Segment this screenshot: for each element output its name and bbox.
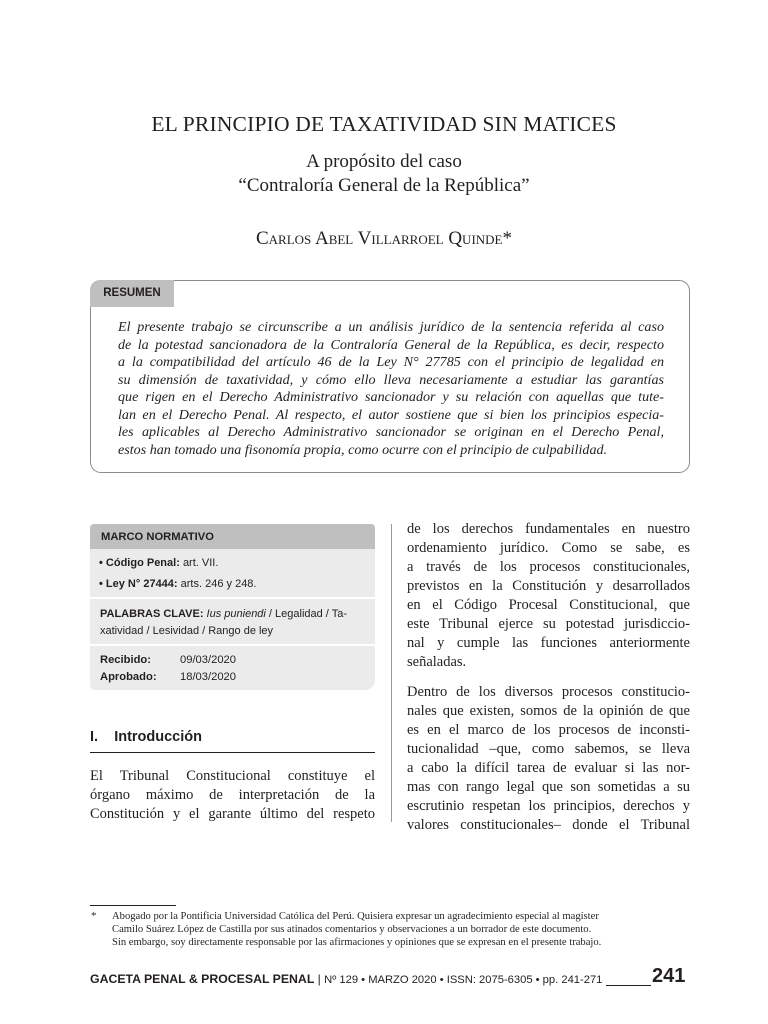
marco-heading: MARCO NORMATIVO — [101, 531, 214, 543]
body-line: El Tribunal Constitucional constituye el — [90, 768, 375, 784]
body-line: Dentro de los diversos procesos constitucio- — [407, 684, 690, 700]
section-rule — [90, 752, 375, 753]
body-line: Constitución y el garante último del respeto — [90, 806, 375, 822]
marco-item-codigo-penal: • Código Penal: art. VII. — [99, 557, 219, 569]
body-line: previstos en la Constitución y desarrollados — [407, 578, 690, 594]
marco-normativo-box — [90, 524, 375, 690]
keywords-line-2: xatividad / Lesividad / Rango de ley — [100, 625, 274, 637]
marco-item-ley: • Ley N° 27444: arts. 246 y 248. — [99, 578, 257, 590]
abstract-line: a la compatibilidad del artículo 46 de la Ley N° 27785 con el principio de legalidad en — [118, 354, 664, 370]
body-left-column — [90, 767, 375, 824]
body-line: escrutinio respetan los principios, derechos y — [407, 798, 690, 814]
received-label: Recibido: — [100, 654, 151, 666]
approved-label: Aprobado: — [100, 671, 157, 683]
abstract-text — [118, 319, 664, 459]
abstract-line: El presente trabajo se circunscribe a un análisis jurídico de la sentencia referida al caso — [118, 319, 664, 335]
marco-item-value: arts. 246 y 248. — [180, 578, 257, 590]
footer-separator: | — [317, 972, 325, 986]
keywords-label: PALABRAS CLAVE: — [100, 608, 204, 620]
running-footer — [90, 972, 602, 986]
journal-name: GACETA PENAL & PROCESAL PENAL — [90, 972, 315, 986]
footnote-line: Sin embargo, soy directamente responsable por las afirmaciones y opiniones que se expresan en el presente trabajo. — [112, 937, 602, 948]
abstract-line: de la potestad sancionadora de la Contraloría General de la República, es decir, respecto — [118, 336, 664, 353]
section-heading — [90, 729, 202, 745]
footnote-line: Abogado por la Pontificia Universidad Católica del Perú. Quisiera expresar un agradecimiento especial al magíster — [112, 911, 599, 922]
body-line: de los derechos fundamentales en nuestro — [407, 521, 690, 537]
body-line: tucionalidad –que, como sabemos, se lleva — [407, 741, 690, 757]
subtitle-line-1: A propósito del caso — [306, 151, 462, 172]
body-line: ordenamiento jurídico. Como se sabe, es — [407, 540, 690, 556]
footnote-line: Camilo Suárez López de Castilla por sus atinados comentarios y observaciones a un borrador de este documento. — [112, 924, 592, 935]
body-line: órgano máximo de interpretación de la — [90, 787, 375, 803]
footnote-mark: * — [91, 910, 97, 922]
keyword-ius-puniendi: Ius puniendi — [206, 608, 266, 620]
footnote-rule — [90, 905, 176, 906]
body-line: a cabo la difícil tarea de evaluar si las nor- — [407, 760, 690, 776]
body-line: valores constitucionales– donde el Tribunal — [407, 817, 690, 833]
marco-item-label: Código Penal: — [105, 557, 180, 569]
body-line: nales que existen, somos de la opinión de que — [407, 703, 690, 719]
abstract-label: RESUMEN — [90, 280, 174, 307]
abstract-line: les aplicables al Derecho Administrativo sancionador se originan en el Derecho Penal, — [118, 424, 664, 440]
body-line: a través de los procesos constitucionales, — [407, 559, 690, 575]
abstract-line: que rigen en el Derecho Administrativo sancionador y su relación con aquellas que tute- — [118, 389, 664, 405]
section-title: Introducción — [114, 729, 202, 745]
body-line: en el Código Procesal Constitucional, que — [407, 597, 690, 613]
body-right-column — [407, 520, 690, 835]
subtitle-line-2: “Contraloría General de la República” — [238, 175, 530, 196]
page-number: 241 — [652, 965, 686, 987]
divider — [90, 597, 375, 599]
marco-heading-bar — [90, 524, 375, 549]
body-line: mas con rango legal que son sometidas a su — [407, 779, 690, 795]
abstract-line: lan en el Derecho Penal. Al respecto, el autor sostiene que si bien los principios especia- — [118, 406, 664, 423]
section-number: I. — [90, 729, 99, 745]
body-line: este Tribunal ejerce su potestad jurisdiccio- — [407, 616, 690, 632]
abstract-line: su dimensión de taxatividad, y cómo ello lleva necesariamente a estudiar las garantías — [118, 371, 664, 388]
received-date: 09/03/2020 — [180, 654, 236, 666]
article-subtitle — [0, 150, 768, 198]
divider — [90, 644, 375, 646]
keywords-line-1: / Legalidad / Ta- — [265, 608, 348, 620]
marco-item-label: Ley N° 27444: — [105, 578, 178, 590]
footnote-text — [112, 910, 690, 949]
article-title: EL PRINCIPIO DE TAXATIVIDAD SIN MATICES — [151, 112, 617, 136]
body-line: nal y cumple las funciones anteriormente — [407, 635, 690, 651]
author-name: Carlos Abel Villarroel Quinde* — [255, 228, 512, 249]
footer-rule — [606, 985, 651, 986]
body-line: señaladas. — [407, 654, 467, 670]
marco-item-value: art. VII. — [182, 557, 219, 569]
dates — [100, 652, 236, 686]
issue-info: Nº 129 • MARZO 2020 • ISSN: 2075-6305 • pp. 241-271 — [324, 974, 603, 986]
abstract-line: estos han tomado una fisonomía propia, como ocurre con el principio de culpabilidad. — [118, 441, 608, 458]
column-divider — [391, 524, 392, 822]
keywords — [100, 606, 368, 640]
body-line: es en el marco de los procesos de inconsti- — [407, 722, 690, 738]
approved-date: 18/03/2020 — [180, 671, 236, 683]
